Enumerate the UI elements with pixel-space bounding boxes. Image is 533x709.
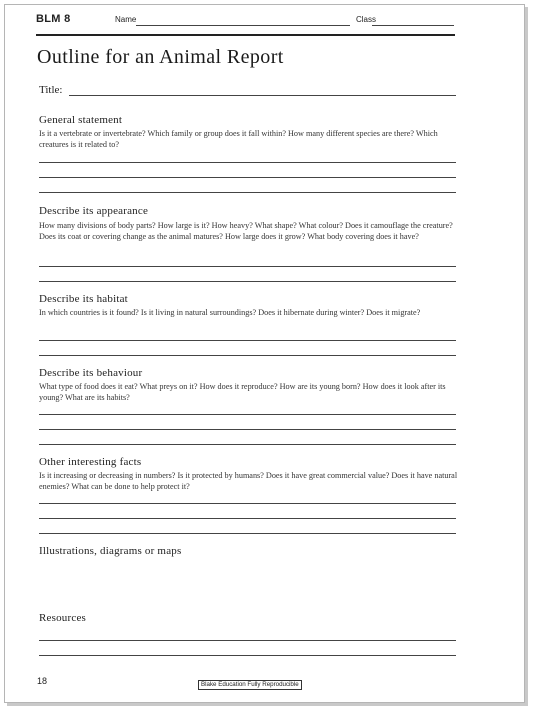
section-prompt-interesting-facts: Is it increasing or decreasing in numbers? Is it protected by humans? Does it have great commercial value? Does it have natural enemies? What can be done to help protect it? — [39, 471, 458, 491]
section-heading-general-statement: General statement — [39, 114, 123, 126]
answer-line[interactable] — [39, 429, 456, 430]
blm-code: BLM 8 — [36, 13, 71, 25]
answer-line[interactable] — [39, 340, 456, 341]
answer-line[interactable] — [39, 503, 456, 504]
section-heading-habitat: Describe its habitat — [39, 293, 128, 305]
name-label: Name — [115, 15, 137, 24]
answer-line[interactable] — [39, 655, 456, 656]
page-number: 18 — [37, 676, 48, 686]
page-title: Outline for an Animal Report — [37, 46, 284, 68]
illustration-area[interactable] — [39, 562, 456, 608]
answer-line[interactable] — [39, 162, 456, 163]
title-field-label: Title: — [39, 84, 63, 96]
section-heading-behaviour: Describe its behaviour — [39, 367, 143, 379]
section-prompt-general-statement: Is it a vertebrate or invertebrate? Which family or group does it fall within? How many different species are there? Which creatures is it related to? — [39, 129, 438, 149]
answer-line[interactable] — [39, 533, 456, 534]
answer-line[interactable] — [39, 355, 456, 356]
header-divider — [36, 34, 455, 36]
answer-line[interactable] — [39, 281, 456, 282]
answer-line[interactable] — [39, 444, 456, 445]
answer-line[interactable] — [39, 192, 456, 193]
class-label: Class — [356, 15, 377, 24]
name-field-line[interactable] — [136, 25, 350, 26]
section-prompt-behaviour: What type of food does it eat? What preys on it? How does it reproduce? How are its young born? How does it look after its young? What are its habits? — [39, 382, 446, 402]
class-field-line[interactable] — [372, 25, 454, 26]
section-heading-illustrations: Illustrations, diagrams or maps — [39, 545, 182, 557]
answer-line[interactable] — [39, 518, 456, 519]
title-field-line[interactable] — [69, 95, 456, 96]
publisher-badge: Blake Education Fully Reproducible — [198, 680, 302, 690]
section-prompt-habitat: In which countries is it found? Is it living in natural surroundings? Does it hibernate during winter? Does it migrate? — [39, 308, 421, 317]
answer-line[interactable] — [39, 177, 456, 178]
section-heading-appearance: Describe its appearance — [39, 205, 149, 217]
section-prompt-appearance: How many divisions of body parts? How large is it? How heavy? What shape? What colour? Does it camouflage the creature? Does its coat or covering change as the animal matures? How large does it grow? What body covering does it have? — [39, 221, 453, 241]
answer-line[interactable] — [39, 266, 456, 267]
answer-line[interactable] — [39, 414, 456, 415]
section-heading-resources: Resources — [39, 612, 87, 624]
section-heading-interesting-facts: Other interesting facts — [39, 456, 142, 468]
answer-line[interactable] — [39, 640, 456, 641]
